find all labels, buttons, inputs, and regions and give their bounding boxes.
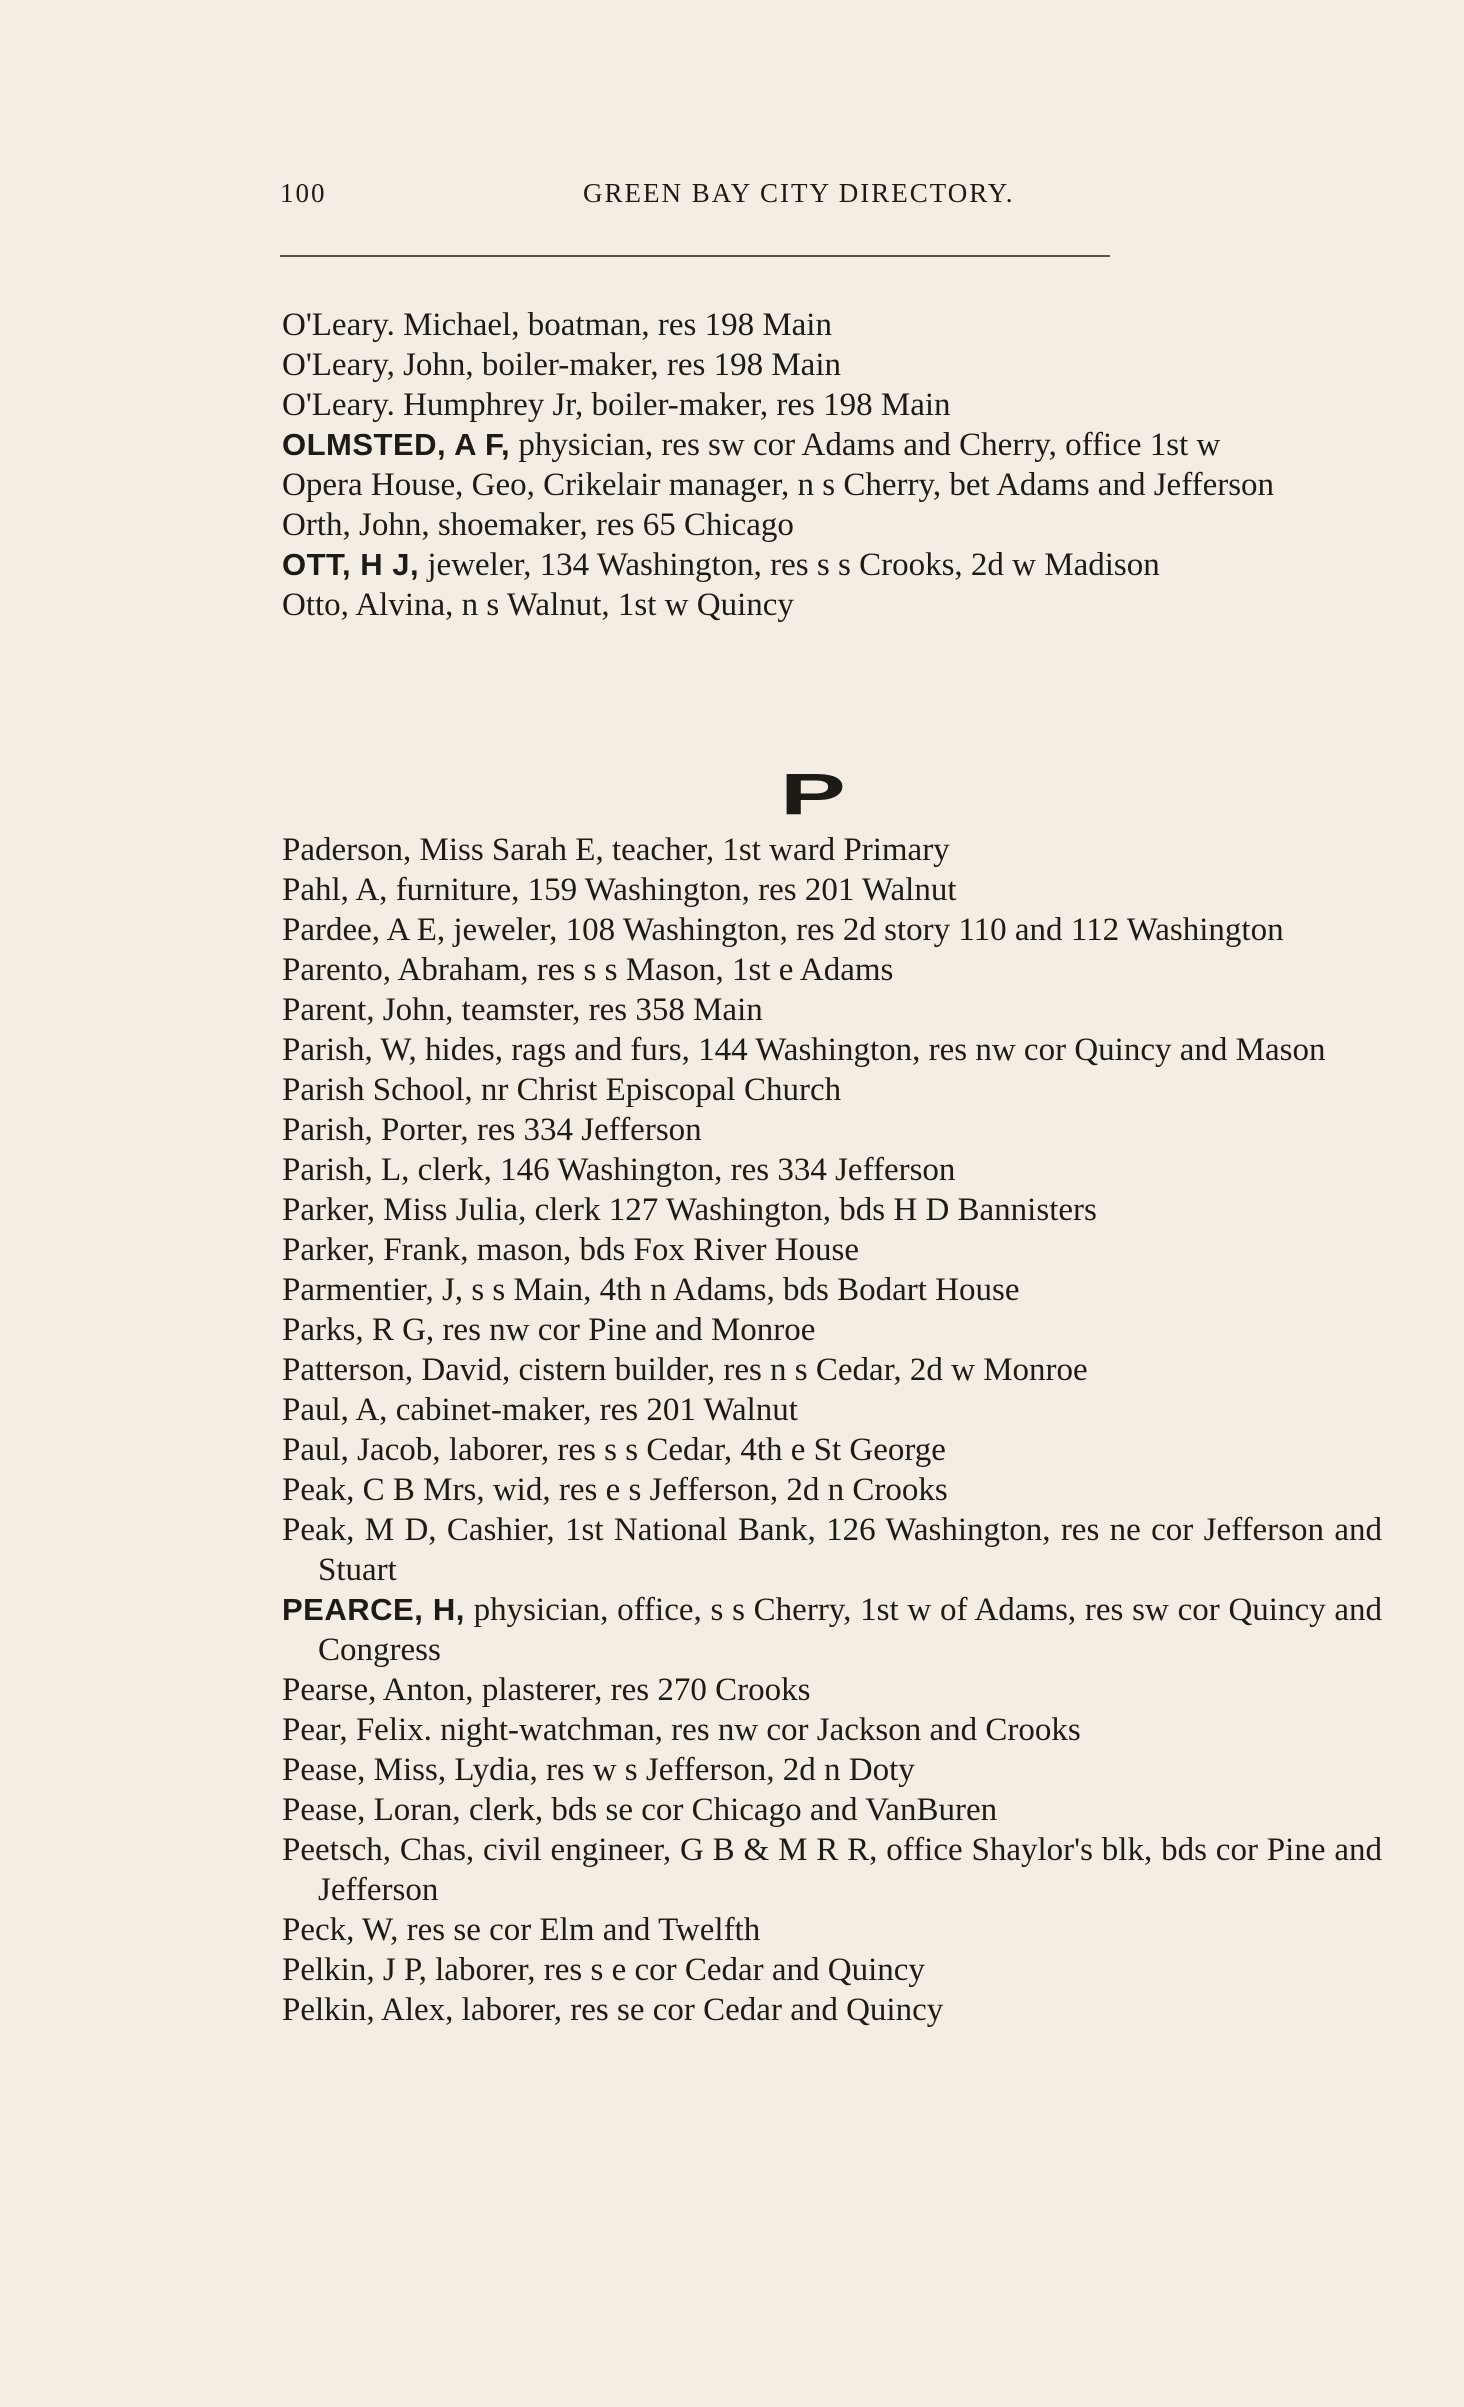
entry-name: Peak, M D,: [282, 1512, 437, 1548]
entry-details: boiler-maker, res 198 Main: [473, 347, 841, 383]
entry-details: teamster, res 358 Main: [453, 992, 763, 1028]
entry-name: Peak, C B Mrs,: [282, 1472, 485, 1508]
entry-name: Parish School,: [282, 1072, 473, 1108]
entry-name: Peck, W,: [282, 1912, 399, 1948]
entry-name: O'Leary. Humphrey Jr,: [282, 387, 584, 423]
directory-entry: [282, 1070, 1382, 1110]
directory-entry: [282, 1030, 1382, 1070]
section-letter: P: [780, 762, 846, 827]
entry-details: jeweler, 108 Washington, res 2d story 110 and 112 Washington: [445, 912, 1284, 948]
entry-name: Pardee, A E,: [282, 912, 446, 948]
directory-entry: [282, 1710, 1382, 1750]
directory-entry: [282, 1910, 1382, 1950]
directory-entry: [282, 465, 1382, 505]
directory-entry: [282, 1830, 1382, 1910]
entry-details: teacher, 1st ward Primary: [603, 832, 950, 868]
entry-name: PEARCE, H,: [282, 1592, 465, 1627]
directory-entry: [282, 1470, 1382, 1510]
directory-entry: [282, 1590, 1382, 1670]
entry-details: nr Christ Episcopal Church: [472, 1072, 842, 1108]
directory-entry: [282, 1670, 1382, 1710]
entry-details: laborer, res s e cor Cedar and Quincy: [426, 1952, 925, 1988]
entry-name: Paul, Jacob,: [282, 1432, 441, 1468]
entry-details: Cashier, 1st National Bank, 126 Washington, res ne cor Jefferson and Stuart: [318, 1512, 1382, 1588]
entries-list-o: [282, 305, 1382, 625]
entry-name: Parento, Abraham,: [282, 952, 529, 988]
entry-name: Pelkin, Alex,: [282, 1992, 454, 2028]
entry-details: res 334 Jefferson: [468, 1112, 702, 1148]
entry-name: Otto, Alvina,: [282, 587, 454, 623]
directory-entry: [282, 1950, 1382, 1990]
directory-entry: [282, 950, 1382, 990]
entry-name: Parish, Porter,: [282, 1112, 469, 1148]
directory-entry: [282, 910, 1382, 950]
directory-entry: [282, 305, 1382, 345]
entry-name: Pelkin, J P,: [282, 1952, 427, 1988]
directory-entry: [282, 990, 1382, 1030]
directory-entry: [282, 1510, 1382, 1590]
directory-entry: [282, 830, 1382, 870]
directory-entry: [282, 1190, 1382, 1230]
entry-name: O'Leary. Michael,: [282, 307, 520, 343]
entry-name: Pear, Felix.: [282, 1712, 432, 1748]
directory-entry: [282, 1990, 1382, 2030]
entry-details: clerk 127 Washington, bds H D Bannisters: [526, 1192, 1097, 1228]
directory-entry: [282, 505, 1382, 545]
entry-name: Peetsch, Chas,: [282, 1832, 475, 1868]
entries-list-p: [282, 830, 1382, 2030]
entry-details: n s Walnut, 1st w Quincy: [453, 587, 794, 623]
entry-name: OTT, H J,: [282, 547, 420, 582]
entry-name: Parish, L,: [282, 1152, 410, 1188]
entry-details: cistern builder, res n s Cedar, 2d w Monroe: [510, 1352, 1088, 1388]
entry-details: boiler-maker, res 198 Main: [583, 387, 951, 423]
entry-details: res se cor Elm and Twelfth: [398, 1912, 761, 1948]
entry-details: mason, bds Fox River House: [468, 1232, 860, 1268]
page-number: 100: [280, 178, 327, 208]
entry-name: Parks, R G,: [282, 1312, 435, 1348]
entry-details: shoemaker, res 65 Chicago: [429, 507, 794, 543]
entry-name: Paul, A,: [282, 1392, 388, 1428]
directory-entry: [282, 1150, 1382, 1190]
directory-entry: [282, 545, 1382, 585]
directory-entry: [282, 1350, 1382, 1390]
entry-details: night-watchman, res nw cor Jackson and Crooks: [431, 1712, 1081, 1748]
entry-name: Parish, W,: [282, 1032, 417, 1068]
entry-name: Parent, John,: [282, 992, 454, 1028]
directory-entry: [282, 1230, 1382, 1270]
entry-details: hides, rags and furs, 144 Washington, res nw cor Quincy and Mason: [416, 1032, 1326, 1068]
entry-details: boatman, res 198 Main: [519, 307, 832, 343]
directory-entry: [282, 425, 1382, 465]
entry-details: s s Main, 4th n Adams, bds Bodart House: [463, 1272, 1020, 1308]
entry-details: physician, res sw cor Adams and Cherry, office 1st w: [510, 427, 1221, 463]
entry-details: laborer, res se cor Cedar and Quincy: [453, 1992, 944, 2028]
entry-details: clerk, bds se cor Chicago and VanBuren: [460, 1792, 998, 1828]
entry-details: furniture, 159 Washington, res 201 Walnut: [387, 872, 957, 908]
entry-details: clerk, 146 Washington, res 334 Jefferson: [409, 1152, 956, 1188]
directory-entry: [282, 1270, 1382, 1310]
directory-entry: [282, 385, 1382, 425]
directory-entry: [282, 1750, 1382, 1790]
directory-entry: [282, 1790, 1382, 1830]
header-rule: [280, 255, 1110, 257]
entry-details: cabinet-maker, res 201 Walnut: [387, 1392, 798, 1428]
entry-name: Pahl, A,: [282, 872, 388, 908]
entry-name: O'Leary, John,: [282, 347, 474, 383]
directory-entry: [282, 1390, 1382, 1430]
entry-name: Orth, John,: [282, 507, 430, 543]
entry-name: Pease, Loran,: [282, 1792, 461, 1828]
directory-entry: [282, 1310, 1382, 1350]
entry-name: Paderson, Miss Sarah E,: [282, 832, 604, 868]
entry-details: physician, office, s s Cherry, 1st w of Adams, res sw cor Quincy and Congress: [318, 1592, 1382, 1668]
entry-name: Opera House, Geo,: [282, 467, 535, 503]
entry-name: Patterson, David,: [282, 1352, 511, 1388]
entry-details: civil engineer, G B & M R R, office Shaylor's blk, bds cor Pine and Jefferson: [318, 1832, 1382, 1908]
entry-name: OLMSTED, A F,: [282, 427, 511, 462]
running-head: GREEN BAY CITY DIRECTORY.: [583, 178, 1015, 208]
directory-entry: [282, 1110, 1382, 1150]
entry-name: Pearse, Anton,: [282, 1672, 474, 1708]
entry-details: laborer, res s s Cedar, 4th e St George: [440, 1432, 946, 1468]
entry-details: res nw cor Pine and Monroe: [434, 1312, 816, 1348]
entry-details: res s s Mason, 1st e Adams: [528, 952, 894, 988]
entry-details: Crikelair manager, n s Cherry, bet Adams and Jefferson: [534, 467, 1275, 503]
entry-name: Parmentier, J,: [282, 1272, 464, 1308]
entry-name: Pease, Miss, Lydia,: [282, 1752, 538, 1788]
directory-entry: [282, 1430, 1382, 1470]
entry-name: Parker, Frank,: [282, 1232, 469, 1268]
directory-entry: [282, 585, 1382, 625]
directory-entry: [282, 870, 1382, 910]
entry-details: wid, res e s Jefferson, 2d n Crooks: [484, 1472, 948, 1508]
entry-details: jeweler, 134 Washington, res s s Crooks, 2d w Madison: [419, 547, 1160, 583]
entry-details: res w s Jefferson, 2d n Doty: [537, 1752, 915, 1788]
directory-entry: [282, 345, 1382, 385]
entry-details: plasterer, res 270 Crooks: [473, 1672, 811, 1708]
entry-name: Parker, Miss Julia,: [282, 1192, 527, 1228]
